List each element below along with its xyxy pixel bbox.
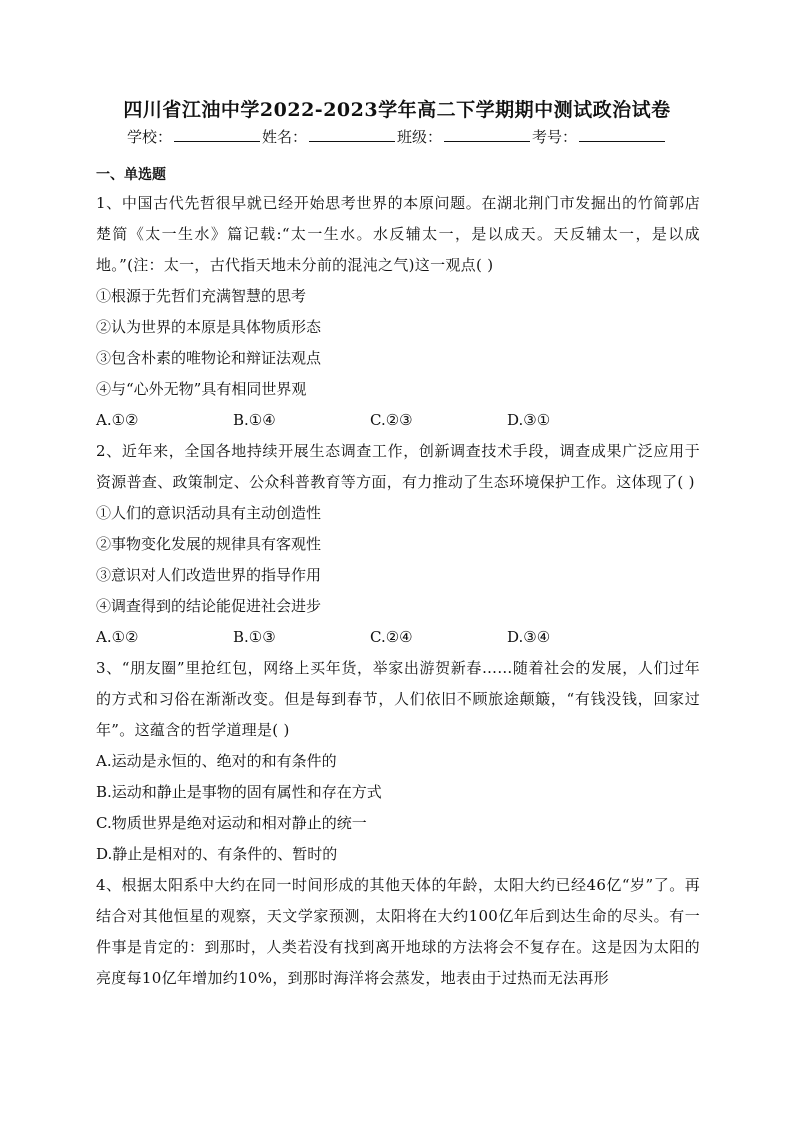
choice-b[interactable]: B.①④	[233, 411, 276, 429]
section-heading: 一、单选题	[96, 167, 166, 183]
choice-b[interactable]: B.①③	[233, 628, 276, 646]
student-info-row	[0, 127, 794, 147]
choice-d[interactable]: D.③④	[507, 628, 551, 646]
question-4	[96, 870, 700, 994]
question-stem: 2、近年来，全国各地持续开展生态调查工作，创新调查技术手段，调查成果广泛应用于资源普查、政策制定、公众科普教育等方面，有力推动了生态环境保护工作。这体现了( )	[96, 442, 700, 491]
question-stem: 4、根据太阳系中大约在同一时间形成的其他天体的年龄，太阳大约已经46亿“岁”了。再结合对其他恒星的观察，天文学家预测，太阳将在大约100亿年后到达生命的尽头。有一件事是肯定的：到那时，人类若没有找到离开地球的方法将会不复存在。这是因为太阳的亮度每10亿年增加约10%，到那时海洋将会蒸发，地表由于过热而无法再形	[96, 876, 700, 987]
school-blank[interactable]	[174, 127, 260, 142]
statement: ①人们的意识活动具有主动创造性	[96, 504, 322, 522]
choice-c[interactable]: C.物质世界是绝对运动和相对静止的统一	[96, 814, 367, 832]
choice-a[interactable]: A.运动是永恒的、绝对的和有条件的	[96, 752, 337, 770]
choice-a[interactable]: A.①②	[96, 628, 139, 646]
statement: ④调查得到的结论能促进社会进步	[96, 597, 322, 615]
statement: ②事物变化发展的规律具有客观性	[96, 535, 322, 553]
choice-a[interactable]: A.①②	[96, 411, 139, 429]
choice-d[interactable]: D.静止是相对的、有条件的、暂时的	[96, 845, 338, 863]
statement: ④与“心外无物”具有相同世界观	[96, 380, 307, 398]
exam-content	[96, 164, 700, 994]
statement: ③包含朴素的唯物论和辩证法观点	[96, 349, 322, 367]
school-label: 学校：	[126, 128, 172, 146]
question-2	[96, 436, 700, 653]
choice-d[interactable]: D.③①	[507, 411, 551, 429]
name-blank[interactable]	[309, 127, 395, 142]
choice-c[interactable]: C.②④	[370, 628, 413, 646]
number-label: 考号：	[532, 128, 578, 146]
question-stem: 1、中国古代先哲很早就已经开始思考世界的本原问题。在湖北荆门市发掘出的竹简郭店楚简《太一生水》篇记载:“太一生水。水反辅太一，是以成天。天反辅太一，是以成地。”(注：太一，古代指天地未分前的混沌之气)这一观点( )	[96, 194, 700, 274]
class-blank[interactable]	[444, 127, 530, 142]
question-1	[96, 188, 700, 436]
choice-c[interactable]: C.②③	[370, 411, 413, 429]
exam-title: 四川省江油中学2022-2023学年高二下学期期中测试政治试卷	[123, 99, 671, 121]
choice-row	[96, 405, 700, 436]
statement: ①根源于先哲们充满智慧的思考	[96, 287, 307, 305]
question-3	[96, 653, 700, 870]
choice-row	[96, 622, 700, 653]
class-label: 班级：	[397, 128, 443, 146]
choice-b[interactable]: B.运动和静止是事物的固有属性和存在方式	[96, 783, 382, 801]
statement: ②认为世界的本原是具体物质形态	[96, 318, 322, 336]
question-stem: 3、“朋友圈”里抢红包，网络上买年货，举家出游贺新春……随着社会的发展，人们过年的方式和习俗在渐渐改变。但是每到春节，人们依旧不顾旅途颠簸，“有钱没钱，回家过年”。这蕴含的哲学道理是( )	[96, 659, 700, 739]
name-label: 姓名：	[261, 128, 307, 146]
statement: ③意识对人们改造世界的指导作用	[96, 566, 322, 584]
number-blank[interactable]	[579, 127, 665, 142]
